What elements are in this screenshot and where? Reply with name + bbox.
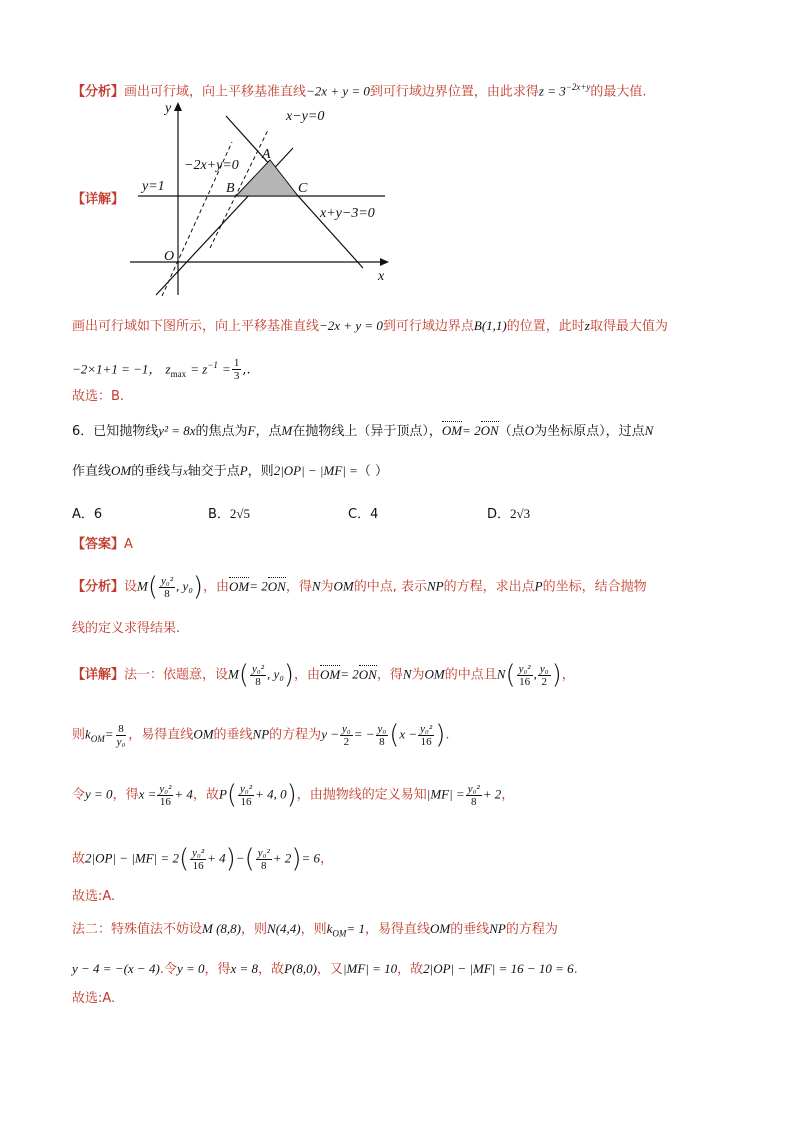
detail-paragraph-1: [72, 317, 668, 336]
equation: 2|OP| − |MF| = 2: [85, 850, 179, 866]
variable: k: [326, 921, 333, 936]
numerator: y₀²: [420, 722, 433, 735]
numerator: y₀: [539, 662, 549, 675]
detail-calc: [72, 356, 251, 383]
equation: + 4: [174, 786, 193, 802]
detail-tag: 【详解】: [72, 192, 125, 207]
detail-tag-1: [72, 191, 124, 209]
variable: NP: [252, 726, 270, 742]
origin-label: O: [164, 249, 175, 264]
vector: OM: [229, 578, 250, 594]
detail-text: 则: [72, 727, 86, 743]
calc: ,.: [242, 362, 251, 378]
detail-text: ，易得直线: [364, 922, 430, 937]
equation: = 1: [346, 921, 365, 936]
detail-text: ，: [501, 787, 515, 803]
equation: z = 3: [538, 83, 566, 99]
numerator: y₀²: [518, 662, 531, 675]
detail-text: ，故: [192, 787, 219, 803]
question-text: 作直线: [72, 464, 112, 479]
subscript: max: [170, 368, 187, 379]
choice-d[interactable]: [487, 503, 530, 522]
detail-text: 法一：依题意，设: [124, 667, 229, 683]
analysis-tag: 【分析】: [72, 579, 125, 595]
numerator: y₀: [377, 722, 387, 735]
detail-2-line-2: 则$k_{OM}=$ $\frac{8}{\text{y₀}}$ ，易得直线OM的垂线NP的方程为y − $\frac{\text{y₀}}{2}$ = − $\frac{\text{y₀}}{8}$ (x − $\frac{\text{y₀²}}{16}$ ).: [72, 720, 450, 750]
question-text: 轴交于点: [187, 464, 240, 479]
numerator: y₀²: [257, 846, 270, 859]
equation: x =: [138, 786, 157, 802]
variable: z: [584, 318, 590, 333]
fraction: [538, 663, 551, 688]
fraction: [418, 723, 434, 748]
detail-text: ，得: [112, 787, 139, 803]
fraction: [157, 783, 173, 808]
detail-text: ，由抛物线的定义易知: [296, 787, 427, 803]
variable: OM: [193, 726, 214, 742]
equation: =: [104, 726, 114, 742]
detail-tag: 【详解】: [72, 667, 125, 683]
equation: −: [235, 850, 245, 866]
fraction: [232, 357, 242, 382]
detail-text: ，又: [316, 962, 343, 977]
variable: NP: [489, 921, 506, 936]
variable: P: [218, 786, 227, 802]
denominator: 16: [159, 795, 171, 808]
analysis-text: 到可行域边界位置，由此求得: [369, 84, 539, 100]
equation: y − 4 = −(x − 4): [72, 961, 160, 976]
detail-text: ，故: [397, 962, 424, 977]
choice-a[interactable]: A．6: [72, 507, 103, 522]
denominator: 8: [261, 859, 267, 872]
analysis-text: 的中点, 表示: [353, 579, 428, 595]
equation: , y₀: [176, 578, 193, 594]
variable: N: [496, 666, 506, 682]
variable: OM: [333, 578, 354, 594]
fraction: [250, 663, 266, 688]
line-label-y1: y=1: [142, 179, 165, 194]
detail-text: .: [573, 962, 578, 977]
equation: , y₀: [267, 666, 284, 682]
answer-line-3: 故选:A.: [72, 991, 116, 1006]
choice-value: 2√5: [229, 506, 251, 521]
feasible-region-graph: [128, 100, 393, 300]
variable: N: [402, 666, 412, 682]
vector: ON: [358, 666, 377, 682]
answer-line-2: 故选:A.: [72, 889, 116, 904]
variable: F: [247, 423, 256, 438]
numerator: y₀²: [159, 782, 172, 795]
exponent: −2x+y: [565, 82, 591, 92]
equation: + 2: [272, 850, 292, 866]
analysis-text: 的方程，求出点: [443, 579, 535, 595]
answer-line-1: 故选：B.: [72, 389, 125, 404]
vector: OM: [441, 423, 463, 438]
variable: P: [239, 463, 248, 478]
detail-text: ，由: [294, 667, 321, 683]
question-6-line-1: [72, 422, 653, 441]
point: B(1,1): [473, 318, 507, 333]
calc: z: [165, 361, 171, 377]
equation: = 2: [249, 578, 268, 594]
detail-text: 画出可行域如下图所示，向上平移基准直线: [72, 319, 320, 334]
vector: OM: [320, 666, 341, 682]
detail-text: 的位置，此时: [506, 319, 585, 334]
line-label-x-minus-y: x−y=0: [286, 109, 325, 124]
denominator: 16: [240, 795, 252, 808]
fraction: [256, 847, 272, 872]
detail-text: 的垂线: [450, 922, 490, 937]
detail-text: 令: [72, 787, 86, 803]
point-label-c: C: [298, 181, 308, 196]
point-label-a: A: [262, 147, 271, 162]
detail-text: 法二：特殊值法不妨设: [72, 922, 203, 937]
line-label-base: −2x+y=0: [184, 158, 239, 173]
numerator: 1: [233, 357, 240, 370]
choice-c[interactable]: C．4: [348, 507, 379, 522]
calc: =: [222, 361, 231, 377]
denominator: 2: [343, 735, 350, 748]
denominator: 8: [255, 675, 261, 688]
denominator: 3: [233, 370, 240, 383]
analysis-2-line-1: 【分析】设M( $\frac{\text{y₀²}}{8}$ , y₀)，由OM= 2ON，得N为OM的中点, 表示NP的方程，求出点P的坐标，结合抛物: [72, 572, 647, 602]
detail-text: ，故: [258, 962, 285, 977]
equation: y² = 8x: [158, 423, 196, 438]
variable: P: [534, 578, 543, 594]
detail-text: 为: [411, 667, 425, 683]
variable: OM: [424, 666, 445, 682]
subscript: OM: [90, 734, 105, 745]
variable: NP: [427, 578, 444, 594]
question-6-line-2: [72, 462, 388, 482]
equation: y −: [321, 726, 339, 742]
detail-text: ，: [561, 667, 575, 683]
denominator: 16: [519, 675, 531, 688]
equation: −2x + y = 0: [306, 83, 370, 99]
detail-method-2-line-1: [72, 920, 558, 943]
point: N(4,4): [267, 921, 301, 936]
question-text: 已知抛物线: [93, 424, 159, 439]
denominator: y₀: [116, 735, 126, 748]
choice-value: 2√3: [510, 506, 531, 521]
question-text: 的焦点为: [195, 424, 248, 439]
detail-text: 的中点且: [444, 667, 497, 683]
analysis-text: 画出可行域，向上平移基准直线: [124, 84, 307, 100]
feasible-region: [236, 160, 298, 196]
analysis-1: [72, 78, 647, 101]
question-text: （ ）: [357, 464, 389, 479]
numerator: y₀²: [467, 782, 480, 795]
x-axis-arrow-icon: [380, 258, 389, 266]
analysis-tag: 【分析】: [72, 84, 125, 100]
equation: x −: [399, 726, 418, 742]
question-text: ，则: [247, 464, 274, 479]
detail-text: 的方程为: [269, 727, 322, 743]
subscript: OM: [332, 928, 347, 939]
variable: x: [183, 467, 188, 478]
numerator: 8: [118, 722, 124, 735]
variable: k: [85, 726, 91, 742]
analysis-2-line-2: 线的定义求得结果.: [72, 621, 181, 636]
variable: M: [228, 666, 239, 682]
exponent: −1: [207, 360, 218, 370]
detail-text: ，易得直线: [128, 727, 194, 743]
equation: |MF| = 10: [342, 961, 398, 976]
x-axis-label: x: [378, 269, 385, 284]
numerator: y₀²: [240, 782, 253, 795]
fraction: [238, 783, 254, 808]
fraction: [159, 575, 175, 600]
detail-text: ，: [320, 851, 334, 867]
point-label-b: B: [226, 181, 235, 196]
denominator: 16: [192, 859, 204, 872]
equation: 2|OP| − |MF| = 16 − 10 = 6: [423, 961, 574, 976]
vector: ON: [480, 423, 499, 438]
analysis-text: 的最大值.: [590, 84, 647, 100]
analysis-text: 的坐标，结合抛物: [542, 579, 647, 595]
analysis-text: 设: [124, 579, 138, 595]
denominator: 2: [541, 675, 547, 688]
detail-method-2-line-2: [72, 960, 578, 979]
equation: −2x + y = 0: [319, 318, 383, 333]
detail-2-line-3: 令y = 0，得x = $\frac{\text{y₀²}}{16}$ + 4，故P( $\frac{\text{y₀²}}{16}$ + 4, 0)，由抛物线的定义易知|MF| = $\frac{\text{y₀²}}{8}$ + 2，: [72, 780, 515, 810]
question-text: （点: [498, 424, 525, 439]
variable: OM: [429, 921, 451, 936]
equation: + 4: [207, 850, 226, 866]
detail-text: .令: [159, 962, 177, 977]
question-text: 的垂线与: [131, 464, 184, 479]
numerator: y₀: [341, 722, 351, 735]
line-label-x-plus-y: x+y−3=0: [320, 206, 375, 221]
equation: y = 0: [176, 961, 205, 976]
equation: = −: [353, 726, 375, 742]
detail-text: ，得: [204, 962, 231, 977]
question-number: 6．: [72, 424, 94, 439]
question-text: 为坐标原点），过点: [534, 424, 645, 439]
calc: = z: [190, 361, 208, 377]
numerator: y₀²: [192, 846, 205, 859]
answer-tag: 【答案】: [72, 537, 125, 552]
detail-text: 取得最大值为: [589, 319, 668, 334]
detail-text: 的垂线: [213, 727, 253, 743]
fraction: [376, 723, 389, 748]
detail-text: 到可行域边界点: [382, 319, 474, 334]
expression: 2|OP| − |MF| =: [273, 463, 358, 478]
choice-label: D．: [487, 507, 511, 522]
equation: = 2: [340, 666, 359, 682]
fraction: [517, 663, 533, 688]
numerator: y₀²: [161, 574, 174, 587]
variable: M: [281, 423, 293, 438]
equation: y = 0: [85, 786, 113, 802]
detail-text: ，则: [241, 922, 268, 937]
vector: ON: [267, 578, 286, 594]
equation: + 4, 0: [255, 786, 287, 802]
denominator: 8: [379, 735, 385, 748]
fraction: [190, 847, 206, 872]
detail-text: ，则: [300, 922, 327, 937]
detail-text: .: [445, 727, 450, 743]
analysis-text: 为: [320, 579, 334, 595]
variable: OM: [111, 463, 132, 478]
detail-text: 的方程为: [505, 922, 558, 937]
detail-text: ，得: [376, 667, 403, 683]
point: M (8,8): [202, 921, 242, 936]
y-axis-arrow-icon: [174, 102, 182, 111]
variable: N: [311, 578, 321, 594]
question-text: ，点: [255, 424, 282, 439]
choice-b[interactable]: [208, 503, 250, 522]
analysis-text: ，得: [285, 579, 312, 595]
equation: = 2: [462, 423, 481, 438]
fraction: [466, 783, 482, 808]
equation: x = 8: [230, 961, 259, 976]
question-text: 在抛物线上（异于顶点），: [292, 424, 442, 439]
detail-text: 故: [72, 851, 86, 867]
answer-value: A: [124, 537, 133, 552]
denominator: 8: [470, 795, 477, 808]
equation: + 2: [482, 786, 502, 802]
fraction: [115, 723, 128, 748]
detail-2-line-4: 故2|OP| − |MF| = 2( $\frac{\text{y₀²}}{16}$ + 4)−( $\frac{\text{y₀²}}{8}$ + 2)= 6，: [72, 844, 334, 874]
calc: −2×1+1 = −1，: [72, 361, 162, 377]
point: P(8,0): [284, 961, 317, 976]
answer-line: [72, 536, 133, 554]
variable: O: [524, 423, 535, 438]
denominator: 16: [420, 735, 432, 748]
analysis-text: ，由: [203, 579, 230, 595]
detail-2-line-1: 【详解】法一：依题意，设M( $\frac{\text{y₀²}}{8}$ , y₀)，由OM= 2ON，得N为OM的中点且N( $\frac{\text{y₀²}}{16}$ , $\frac{\text{y₀}}{2}$ )，: [72, 660, 575, 690]
choice-label: B．: [208, 507, 230, 522]
variable: M: [137, 578, 148, 594]
equation: |MF| =: [426, 786, 465, 802]
equation: = 6: [301, 850, 320, 866]
variable: N: [644, 423, 654, 438]
y-axis-label: y: [165, 101, 172, 116]
numerator: y₀²: [252, 662, 265, 675]
denominator: 8: [164, 587, 170, 600]
fraction: [340, 723, 353, 748]
